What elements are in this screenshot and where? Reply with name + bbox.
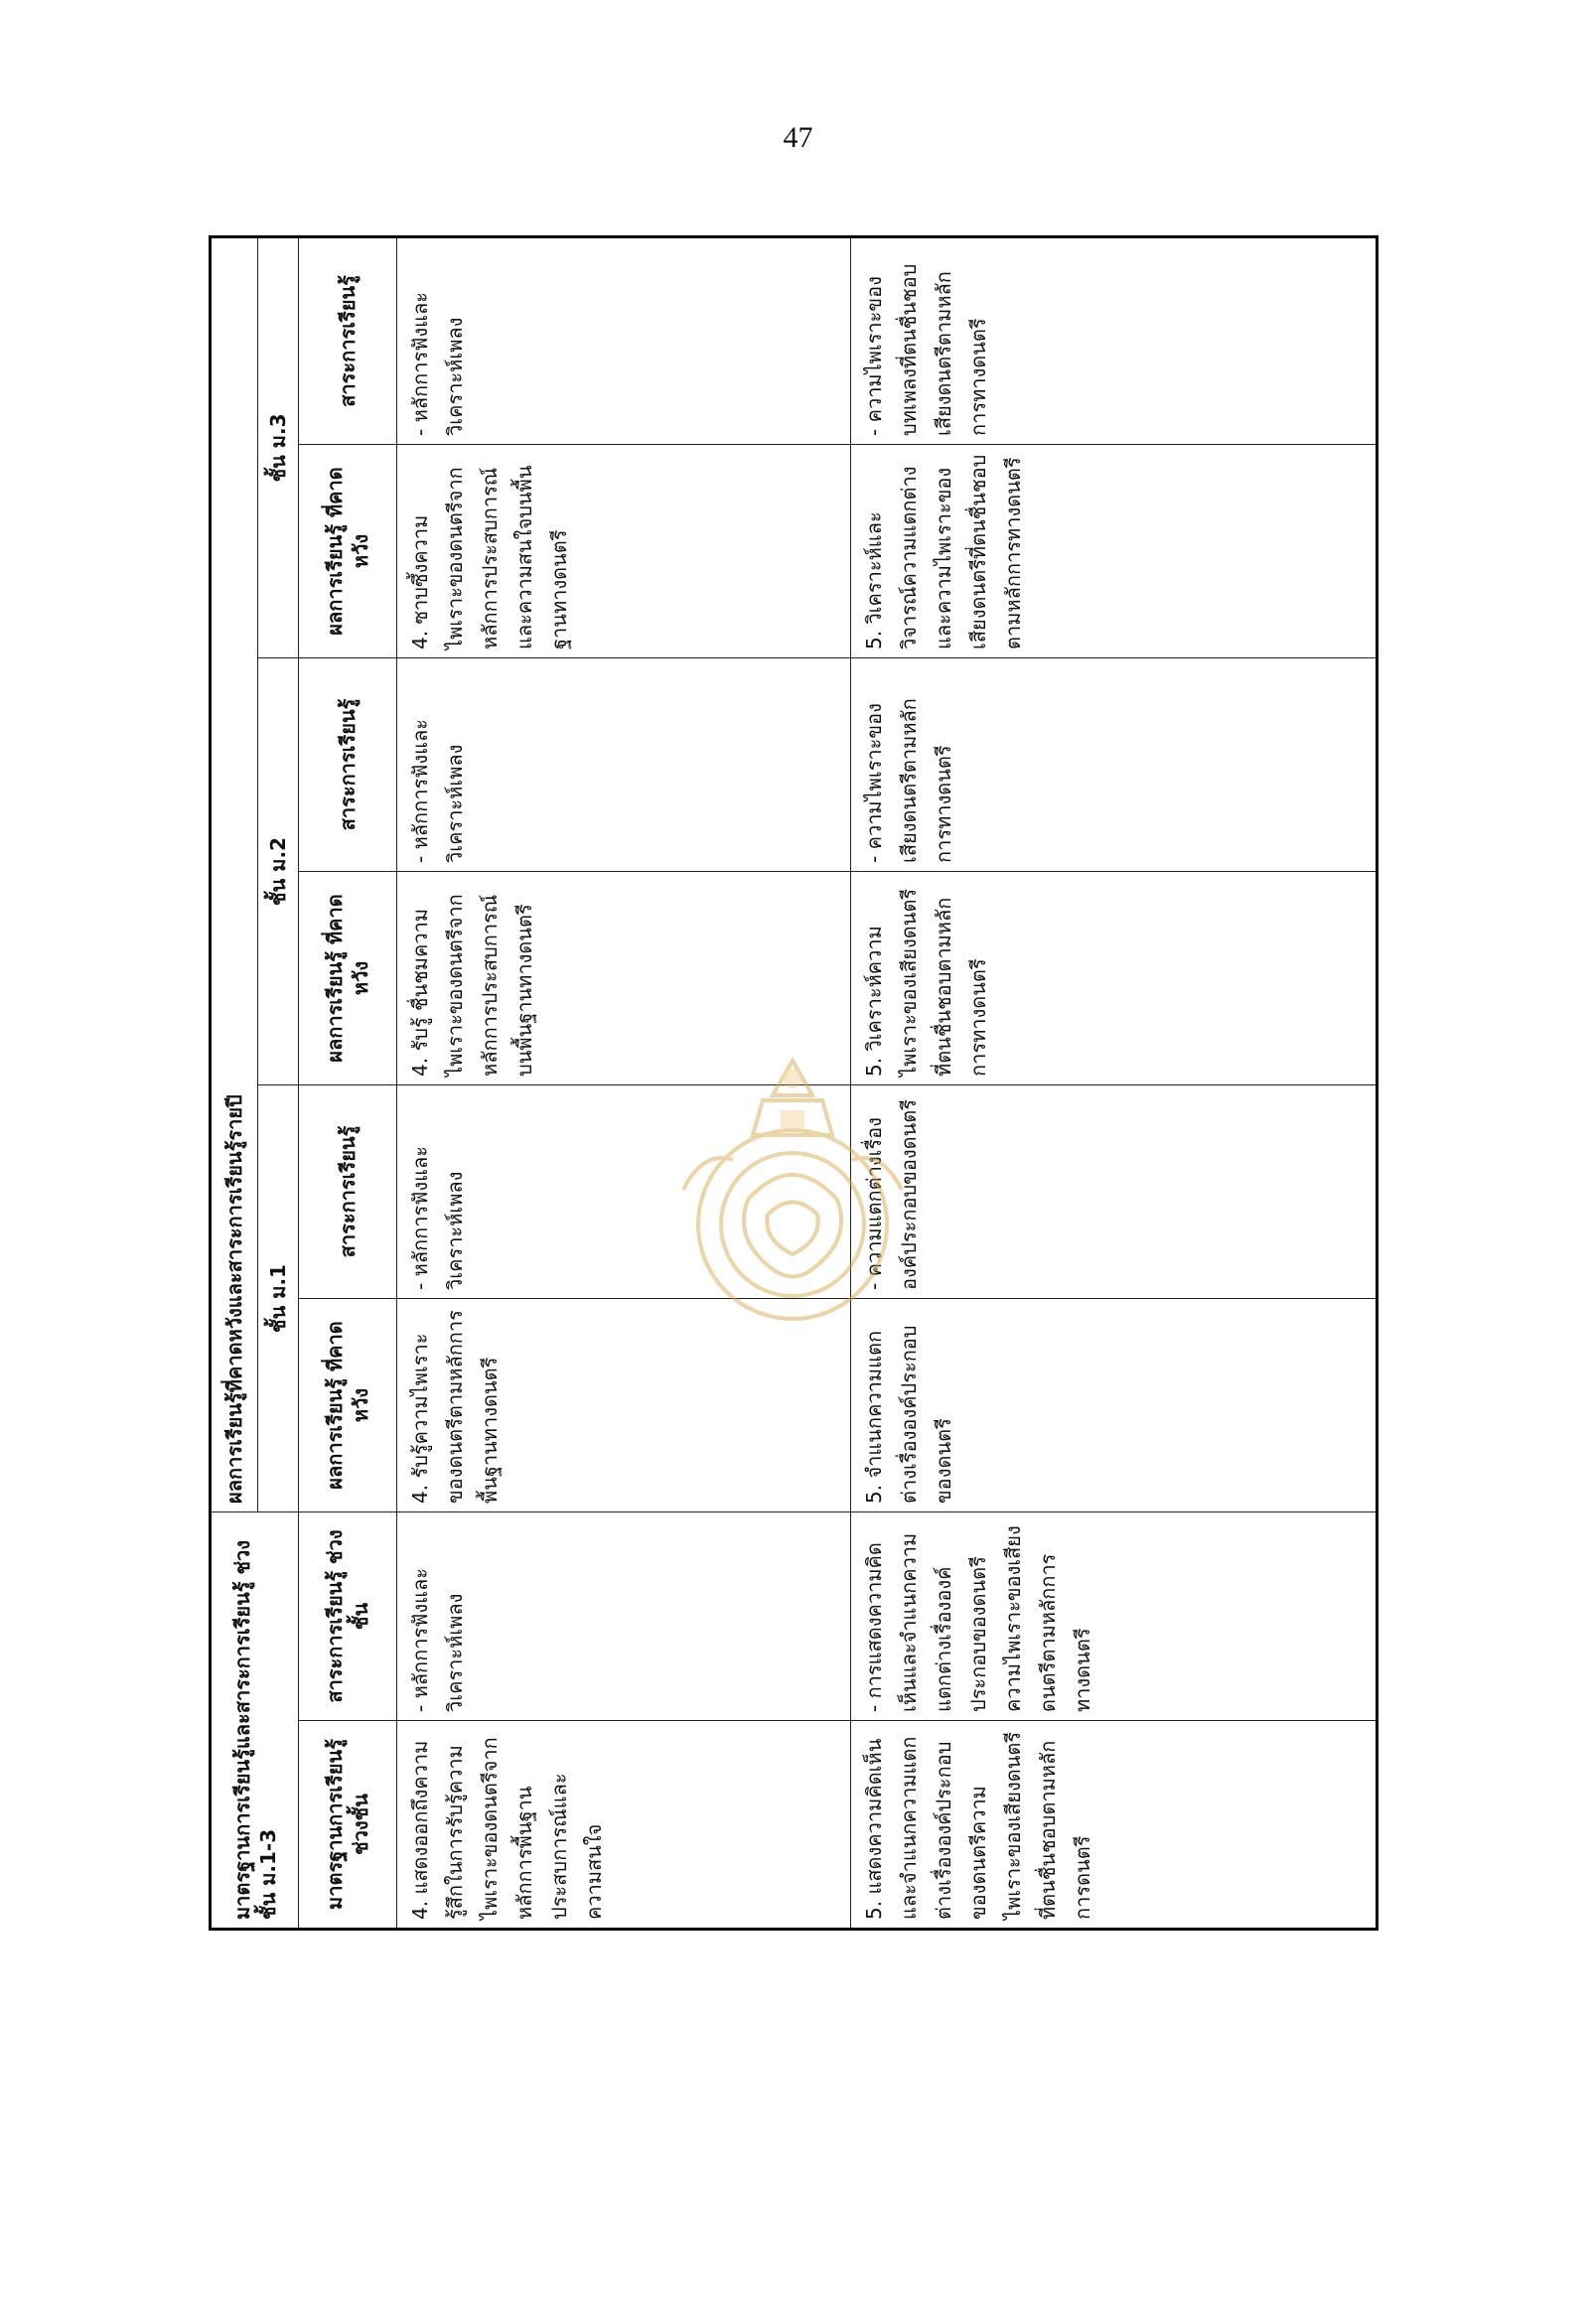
row2-m2-outcome: 5. วิเคราะห์ความไพเราะของเสียงดนตรีที่ตนชื่นชอบตามหลักการทางดนตรี — [850, 871, 1377, 1084]
row1-m1-content: - หลักการฟังและวิเคราะห์เพลง — [397, 1084, 851, 1298]
ministry-seal-watermark — [663, 1041, 922, 1339]
header-m2-outcome-col: ผลการเรียนรู้ ที่คาดหวัง — [299, 871, 397, 1084]
header-content-range-col: สาระการเรียนรู้ ช่วงชั้น — [299, 1511, 397, 1720]
header-grade-m1: ชั้น ม.1 — [258, 1084, 299, 1511]
header-m2-content-col: สาระการเรียนรู้ — [299, 657, 397, 871]
row1-m1-outcome: 4. รับรู้ความไพเราะของดนตรีตามหลักการพื้นฐานทางดนตรี — [397, 1298, 851, 1511]
header-standard-col: มาตรฐานการเรียนรู้ ช่วงชั้น — [299, 1721, 397, 1930]
table-row — [850, 236, 1377, 1929]
row2-content-range: - การแสดงความคิดเห็นและจำแนกความแตกต่างเรื่ององค์ประกอบของดนตรีความไพเราะของเสียงดนตรีตามหลักการทางดนตรี — [850, 1511, 1377, 1720]
header-m3-outcome-col: ผลการเรียนรู้ ที่คาดหวัง — [299, 444, 397, 657]
row1-m3-content: - หลักการฟังและวิเคราะห์เพลง — [397, 236, 851, 444]
header-grade-m2: ชั้น ม.2 — [258, 657, 299, 1084]
header-m1-outcome-col: ผลการเรียนรู้ ที่คาดหวัง — [299, 1298, 397, 1511]
row1-content-range: - หลักการฟังและวิเคราะห์เพลง — [397, 1511, 851, 1720]
row1-standard: 4. แสดงออกถึงความรู้สึกในการรับรู้ความไพเราะของดนตรีจากหลักการพื้นฐานประสบการณ์และความสนใจ — [397, 1721, 851, 1930]
header-grade-m3: ชั้น ม.3 — [258, 236, 299, 657]
header-outcomes-group: ผลการเรียนรู้ที่คาดหวังและสาระการเรียนรู้รายปี — [211, 236, 258, 1511]
row1-m2-outcome: 4. รับรู้ ชื่นชมความไพเราะของดนตรีจากหลักการประสบการณ์บนพื้นฐานทางดนตรี — [397, 871, 851, 1084]
row2-m2-content: - ความไพเราะของเสียงดนตรีตามหลักการทางดนตรี — [850, 657, 1377, 871]
header-m1-content-col: สาระการเรียนรู้ — [299, 1084, 397, 1298]
row2-m1-outcome: 5. จำแนกความแตกต่างเรื่ององค์ประกอบของดนตรี — [850, 1298, 1377, 1511]
row2-m3-outcome: 5. วิเคราะห์และวิจารณ์ความแตกต่างและความไพเราะของเสียงดนตรีที่ตนชื่นชอบตามหลักการทางดนตรี — [850, 444, 1377, 657]
header-standards-group: มาตรฐานการเรียนรู้และสาระการเรียนรู้ ช่วงชั้น ม.1-3 — [211, 1511, 299, 1929]
header-m3-content-col: สาระการเรียนรู้ — [299, 236, 397, 444]
row2-m3-content: - ความไพเราะของบทเพลงที่ตนชื่นชอบเสียงดนตรีตามหลักการทางดนตรี — [850, 236, 1377, 444]
page-number: 47 — [783, 121, 813, 154]
row2-m1-content: - ความแตกต่างเรื่ององค์ประกอบของดนตรี — [850, 1084, 1377, 1298]
row2-standard: 5. แสดงความคิดเห็นและจำแนกความแตกต่างเรื่ององค์ประกอบของดนตรีความไพเราะของเสียงดนตรีที่ตนชื่นชอบตามหลักการดนตรี — [850, 1721, 1377, 1930]
row1-m3-outcome: 4. ซาบซึ้งความไพเราะของดนตรีจากหลักการประสบการณ์และความสนใจบนพื้นฐานทางดนตรี — [397, 444, 851, 657]
row1-m2-content: - หลักการฟังและวิเคราะห์เพลง — [397, 657, 851, 871]
